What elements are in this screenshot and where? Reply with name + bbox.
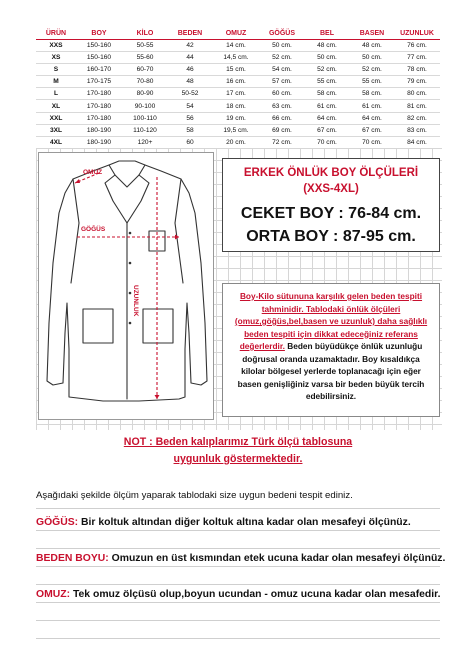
table-cell: 56: [168, 112, 212, 124]
table-cell: 60 cm.: [260, 88, 304, 100]
col-header: BOY: [76, 28, 122, 39]
table-cell: 150-160: [76, 51, 122, 63]
table-row: [36, 100, 440, 112]
omuz-instruction: [36, 586, 446, 604]
table-cell: 48 cm.: [350, 39, 394, 51]
table-cell: 61 cm.: [350, 100, 394, 112]
table-cell: 54 cm.: [260, 63, 304, 75]
coat-pocket-left: [83, 309, 113, 343]
table-cell: 70 cm.: [350, 137, 394, 149]
table-cell: XXS: [36, 39, 76, 51]
table-cell: 15 cm.: [212, 63, 260, 75]
coat-illustration: [38, 152, 214, 420]
table-header-row: [36, 28, 440, 39]
note-text: NOT : Beden kalıplarımız Türk ölçü tablosuna uygunluk göstermektedir.: [123, 436, 353, 465]
arrow-head: [155, 395, 160, 399]
table-cell: XL: [36, 100, 76, 112]
instruction-key: GÖĞÜS:: [36, 517, 79, 528]
table-cell: XS: [36, 51, 76, 63]
table-cell: 50 cm.: [350, 51, 394, 63]
table-row: [36, 63, 440, 75]
table-cell: 70 cm.: [304, 137, 350, 149]
table-cell: 66 cm.: [260, 112, 304, 124]
table-cell: 84 cm.: [394, 137, 440, 149]
size-table: [36, 28, 440, 149]
table-cell: M: [36, 76, 76, 88]
table-cell: 170-180: [76, 88, 122, 100]
table-cell: 70-80: [122, 76, 168, 88]
table-cell: 64 cm.: [350, 112, 394, 124]
beden-boyu-instruction: [36, 550, 446, 568]
table-cell: 78 cm.: [394, 63, 440, 75]
table-cell: 42: [168, 39, 212, 51]
table-row: [36, 76, 440, 88]
table-cell: S: [36, 63, 76, 75]
rule-line: [36, 638, 440, 639]
table-cell: 16 cm.: [212, 76, 260, 88]
col-header: KİLO: [122, 28, 168, 39]
table-cell: 4XL: [36, 137, 76, 149]
table-cell: 79 cm.: [394, 76, 440, 88]
table-row: [36, 137, 440, 149]
title-sub: (XXS-4XL): [303, 183, 359, 195]
orta-boy-text: ORTA BOY : 87-95 cm.: [246, 228, 416, 245]
table-body: [36, 39, 440, 149]
table-row: [36, 39, 440, 51]
info-box: [222, 283, 440, 417]
table-row: [36, 88, 440, 100]
ceket-boy-text: CEKET BOY : 76-84 cm.: [240, 205, 422, 222]
table-cell: 52 cm.: [350, 63, 394, 75]
coat-sleeve-left: [71, 179, 79, 283]
table-cell: 52 cm.: [260, 51, 304, 63]
table-cell: 67 cm.: [304, 124, 350, 136]
table-cell: 19,5 cm.: [212, 124, 260, 136]
rule-line: [36, 584, 440, 585]
table-cell: 77 cm.: [394, 51, 440, 63]
coat-button: [129, 322, 132, 325]
coat-sleeve-right: [175, 179, 183, 283]
table-cell: 82 cm.: [394, 112, 440, 124]
coat-button: [129, 232, 132, 235]
rule-line: [36, 620, 440, 621]
table-cell: 14,5 cm.: [212, 51, 260, 63]
table-cell: 170-180: [76, 112, 122, 124]
table-cell: 110-120: [122, 124, 168, 136]
col-header: BEDEN: [168, 28, 212, 39]
coat-drawing: [39, 153, 215, 421]
coat-lapel-right: [127, 175, 149, 223]
gogus-label: GÖĞÜS: [81, 226, 106, 233]
coat-button: [129, 292, 132, 295]
table-cell: 52 cm.: [304, 63, 350, 75]
coat-collar: [109, 161, 145, 187]
arrow-head: [75, 179, 80, 183]
table-cell: 55 cm.: [350, 76, 394, 88]
table-cell: 58 cm.: [350, 88, 394, 100]
table-cell: 20 cm.: [212, 137, 260, 149]
table-cell: 50 cm.: [260, 39, 304, 51]
table-cell: 160-170: [76, 63, 122, 75]
instruction-text: Omuzun en üst kısmından etek ucuna kadar olan mesafeyi ölçünüz.: [108, 553, 446, 564]
table-row: [36, 124, 440, 136]
table-cell: 18 cm.: [212, 100, 260, 112]
instruction-key: OMUZ:: [36, 589, 71, 600]
table-cell: 50 cm.: [304, 51, 350, 63]
col-header: ÜRÜN: [36, 28, 76, 39]
table-cell: 44: [168, 51, 212, 63]
coat-lapel-left: [105, 175, 127, 223]
omuz-label: OMUZ: [83, 169, 103, 176]
table-cell: 69 cm.: [260, 124, 304, 136]
table-cell: 54: [168, 100, 212, 112]
col-header: GÖĞÜS: [260, 28, 304, 39]
coat-button: [129, 262, 132, 265]
instruction-key: BEDEN BOYU:: [36, 553, 109, 564]
table-cell: 67 cm.: [350, 124, 394, 136]
table-cell: 170-180: [76, 100, 122, 112]
table-cell: 46: [168, 63, 212, 75]
table-cell: 57 cm.: [260, 76, 304, 88]
table-cell: 63 cm.: [260, 100, 304, 112]
table-cell: 60-70: [122, 63, 168, 75]
table-cell: 58 cm.: [304, 88, 350, 100]
col-header: BEL: [304, 28, 350, 39]
rule-line: [36, 508, 440, 509]
table-row: [36, 112, 440, 124]
size-title-box: [222, 158, 440, 252]
table-cell: 58: [168, 124, 212, 136]
table-cell: 150-160: [76, 39, 122, 51]
rule-line: [36, 548, 440, 549]
table-cell: 50-55: [122, 39, 168, 51]
table-cell: 61 cm.: [304, 100, 350, 112]
table-cell: 180-190: [76, 124, 122, 136]
gogus-instruction: [36, 514, 446, 532]
table-cell: 120+: [122, 137, 168, 149]
table-cell: 76 cm.: [394, 39, 440, 51]
table-cell: 3XL: [36, 124, 76, 136]
table-cell: 50-52: [168, 88, 212, 100]
table-cell: 81 cm.: [394, 100, 440, 112]
table-cell: 100-110: [122, 112, 168, 124]
table-cell: 14 cm.: [212, 39, 260, 51]
info-black-text: Beden büyüdükçe önlük uzunluğu doğrusal oranda uzamaktadır. Boy kısaldıkça kilolar bölgesel yerlerde toplanacağı için eğer basen genişliğiniz varsa bir beden büyük tercih edebilirsiniz.: [237, 341, 425, 401]
table-cell: 80-90: [122, 88, 168, 100]
table-cell: 180-190: [76, 137, 122, 149]
col-header: OMUZ: [212, 28, 260, 39]
table-cell: 80 cm.: [394, 88, 440, 100]
uzunluk-label: UZUNLUK: [132, 285, 139, 317]
table-cell: 60: [168, 137, 212, 149]
table-cell: 72 cm.: [260, 137, 304, 149]
table-cell: 90-100: [122, 100, 168, 112]
title-main: ERKEK ÖNLÜK BOY ÖLÇÜLERİ: [243, 167, 419, 179]
table-cell: 48 cm.: [304, 39, 350, 51]
col-header: UZUNLUK: [394, 28, 440, 39]
instruction-text: Tek omuz ölçüsü olup,boyun ucundan - omuz ucuna kadar olan mesafedir.: [70, 589, 441, 600]
table-cell: L: [36, 88, 76, 100]
table-cell: 55-60: [122, 51, 168, 63]
table-cell: XXL: [36, 112, 76, 124]
table-cell: 64 cm.: [304, 112, 350, 124]
table-cell: 48: [168, 76, 212, 88]
col-header: BASEN: [350, 28, 394, 39]
table-cell: 170-175: [76, 76, 122, 88]
info-red-text: Boy-Kilo sütununa karşılık gelen beden tespiti tahminidir. Tablodaki önlük ölçüleri (omuz,göğüs,bel,basen ve uzunluk) daha sağlıklı beden tespiti için dikkat edeceğiniz referans değerlerdir.: [234, 291, 428, 351]
instruction-text: Bir koltuk altından diğer koltuk altına kadar olan mesafeyi ölçünüz.: [78, 517, 411, 528]
coat-pocket-right: [143, 309, 173, 343]
measure-intro: Aşağıdaki şekilde ölçüm yaparak tablodaki size uygun bedeni tespit ediniz.: [36, 490, 353, 501]
table-cell: 83 cm.: [394, 124, 440, 136]
table-cell: 19 cm.: [212, 112, 260, 124]
table-cell: 55 cm.: [304, 76, 350, 88]
table-row: [36, 51, 440, 63]
table-cell: 17 cm.: [212, 88, 260, 100]
